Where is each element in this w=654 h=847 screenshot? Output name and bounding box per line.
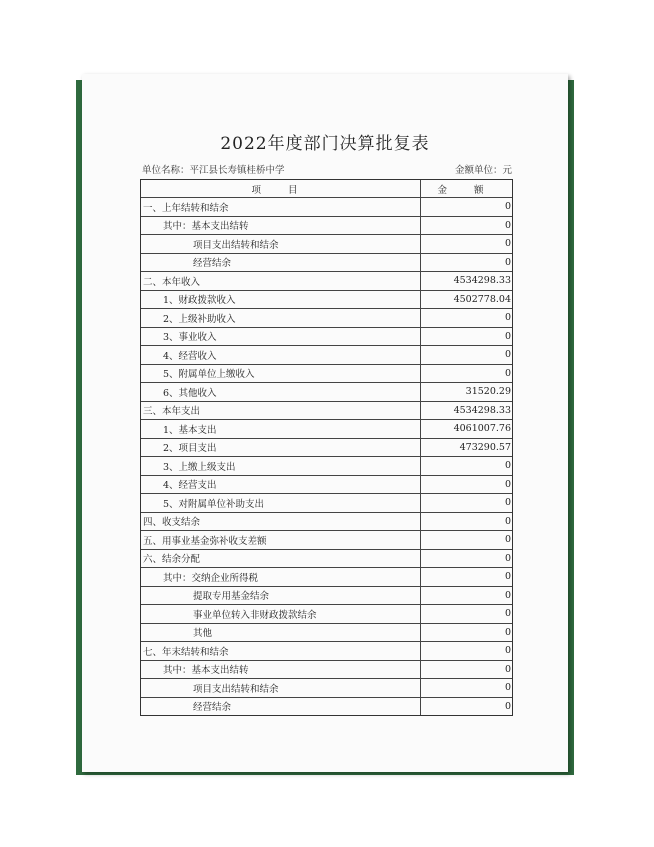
- row-amount: 0: [504, 626, 511, 638]
- header-item: 项 目: [141, 180, 421, 197]
- row-label: 事业单位转入非财政拨款结余: [141, 605, 421, 623]
- table-row: [141, 253, 512, 272]
- row-amount: 0: [504, 349, 511, 361]
- table-row: [141, 345, 512, 364]
- row-label: 一、上年结转和结余: [141, 198, 421, 216]
- table-row: [141, 327, 512, 346]
- header-amount: 金 额: [437, 184, 496, 196]
- row-label: 七、年末结转和结余: [141, 642, 421, 660]
- row-label: 五、用事业基金弥补收支差额: [141, 531, 421, 549]
- row-label: 经营结余: [141, 698, 421, 716]
- document-title: 2022年度部门决算批复表: [220, 134, 430, 154]
- row-label: 其他: [141, 624, 421, 642]
- table-row: [141, 290, 512, 309]
- row-label: 2、项目支出: [141, 439, 421, 457]
- row-label: 4、经营支出: [141, 476, 421, 494]
- table-row: [141, 660, 512, 679]
- table-row: [141, 216, 512, 235]
- table-row: [141, 401, 512, 420]
- row-amount: 31520.29: [465, 386, 511, 398]
- row-amount: 0: [504, 460, 511, 472]
- row-amount: 4534298.33: [453, 404, 511, 416]
- row-label: 5、附属单位上缴收入: [141, 365, 421, 383]
- table-row: [141, 530, 512, 549]
- row-label: 3、事业收入: [141, 328, 421, 346]
- row-amount: 4502778.04: [453, 293, 511, 305]
- table-row: [141, 197, 512, 216]
- row-amount: 0: [504, 238, 511, 250]
- currency-unit: 金额单位：元: [454, 165, 512, 176]
- row-amount: 0: [504, 700, 511, 712]
- table-row: [141, 456, 512, 475]
- row-amount: 473290.57: [459, 441, 511, 453]
- row-label: 2、上级补助收入: [141, 309, 421, 327]
- document-page: [82, 74, 568, 772]
- table-row: [141, 419, 512, 438]
- table-row: [141, 493, 512, 512]
- row-label: 4、经营收入: [141, 346, 421, 364]
- row-label: 二、本年收入: [141, 272, 421, 290]
- table-row: [141, 512, 512, 531]
- table-row: [141, 623, 512, 642]
- table-row: [141, 364, 512, 383]
- row-amount: 0: [504, 312, 511, 324]
- row-label: 1、基本支出: [141, 420, 421, 438]
- row-label: 其中：交纳企业所得税: [141, 568, 421, 586]
- row-amount: 0: [504, 682, 511, 694]
- table-row: [141, 475, 512, 494]
- row-label: 三、本年支出: [141, 402, 421, 420]
- row-amount: 0: [504, 663, 511, 675]
- table-row: [141, 697, 512, 716]
- table-row: [141, 382, 512, 401]
- approval-table: [140, 179, 513, 716]
- row-amount: 0: [504, 645, 511, 657]
- table-row: [141, 308, 512, 327]
- table-row: [141, 641, 512, 660]
- row-amount: 0: [504, 589, 511, 601]
- row-amount: 0: [504, 201, 511, 213]
- row-amount: 0: [504, 367, 511, 379]
- row-amount: 0: [504, 515, 511, 527]
- row-amount: 0: [504, 256, 511, 268]
- row-label: 1、财政拨款收入: [141, 291, 421, 309]
- table-row: [141, 567, 512, 586]
- table-row: [141, 604, 512, 623]
- table-row: [141, 678, 512, 697]
- table-header-row: [141, 180, 512, 197]
- row-label: 其中：基本支出结转: [141, 661, 421, 679]
- row-label: 5、对附属单位补助支出: [141, 494, 421, 512]
- table-row: [141, 586, 512, 605]
- row-label: 提取专用基金结余: [141, 587, 421, 605]
- table-row: [141, 271, 512, 290]
- row-amount: 0: [504, 219, 511, 231]
- table-row: [141, 438, 512, 457]
- table-row: [141, 234, 512, 253]
- row-amount: 4061007.76: [453, 423, 511, 435]
- row-label: 经营结余: [141, 254, 421, 272]
- row-amount: 0: [504, 478, 511, 490]
- row-amount: 0: [504, 608, 511, 620]
- row-label: 六、结余分配: [141, 550, 421, 568]
- row-label: 其中：基本支出结转: [141, 217, 421, 235]
- unit-name: 单位名称：平江县长寿镇桂桥中学: [142, 165, 285, 176]
- row-amount: 4534298.33: [453, 275, 511, 287]
- row-label: 6、其他收入: [141, 383, 421, 401]
- row-label: 项目支出结转和结余: [141, 679, 421, 697]
- row-label: 四、收支结余: [141, 513, 421, 531]
- row-amount: 0: [504, 571, 511, 583]
- row-amount: 0: [504, 552, 511, 564]
- row-amount: 0: [504, 497, 511, 509]
- row-label: 3、上缴上级支出: [141, 457, 421, 475]
- row-amount: 0: [504, 330, 511, 342]
- row-label: 项目支出结转和结余: [141, 235, 421, 253]
- table-row: [141, 549, 512, 568]
- row-amount: 0: [504, 534, 511, 546]
